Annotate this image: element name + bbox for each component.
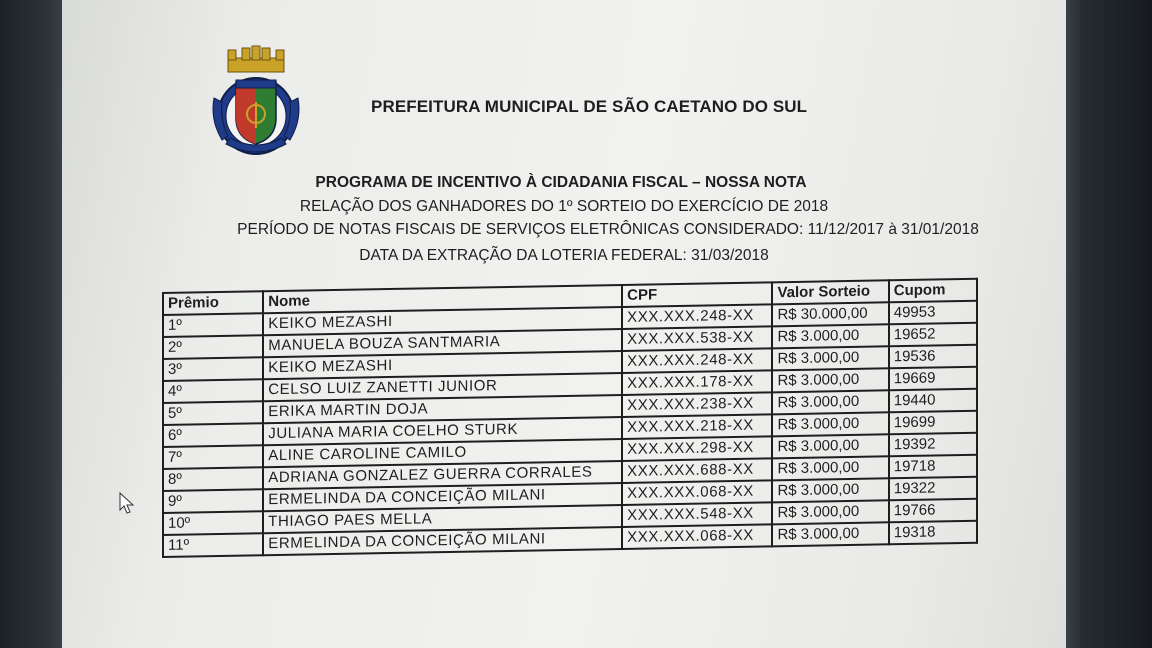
mouse-pointer-icon xyxy=(119,492,135,514)
cell-valor: R$ 3.000,00 xyxy=(772,346,888,370)
cell-valor: R$ 3.000,00 xyxy=(772,368,888,392)
cell-nome: ERIKA MARTIN DOJA xyxy=(263,395,622,423)
cell-cpf: XXX.XXX.548-XX xyxy=(622,502,772,527)
winners-table xyxy=(162,278,978,558)
header-cupom: Cupom xyxy=(889,279,977,303)
cell-nome: KEIKO MEZASHI xyxy=(263,351,622,379)
cell-premio: 2º xyxy=(163,335,263,359)
cell-premio: 7º xyxy=(163,445,263,469)
cell-valor: R$ 3.000,00 xyxy=(772,500,888,524)
cell-cupom: 19652 xyxy=(889,323,977,347)
cell-premio: 9º xyxy=(163,489,263,513)
cell-nome: MANUELA BOUZA SANTMARIA xyxy=(263,329,622,357)
cell-valor: R$ 3.000,00 xyxy=(772,412,888,436)
cell-cupom: 19392 xyxy=(889,433,977,457)
cell-cupom: 19440 xyxy=(889,389,977,413)
cell-cupom: 19536 xyxy=(889,345,977,369)
cell-valor: R$ 30.000,00 xyxy=(772,302,888,326)
cell-cpf: XXX.XXX.218-XX xyxy=(622,414,772,439)
cell-valor: R$ 3.000,00 xyxy=(772,456,888,480)
cell-nome: ERMELINDA DA CONCEIÇÃO MILANI xyxy=(263,527,622,555)
program-title: PROGRAMA DE INCENTIVO À CIDADANIA FISCAL – NOSSA NOTA xyxy=(315,174,807,191)
cell-nome: ALINE CAROLINE CAMILO xyxy=(263,439,622,467)
cell-premio: 6º xyxy=(163,423,263,447)
winners-table-wrapper xyxy=(162,278,982,594)
header-premio: Prêmio xyxy=(163,291,263,315)
cell-cupom: 19318 xyxy=(889,521,977,545)
page-title: PREFEITURA MUNICIPAL DE SÃO CAETANO DO SUL xyxy=(371,97,808,116)
screen xyxy=(62,0,1066,648)
cell-cpf: XXX.XXX.248-XX xyxy=(622,348,772,373)
cell-premio: 8º xyxy=(163,467,263,491)
cell-valor: R$ 3.000,00 xyxy=(772,522,888,546)
cell-nome: ADRIANA GONZALEZ GUERRA CORRALES xyxy=(263,461,622,489)
cell-cpf: XXX.XXX.688-XX xyxy=(622,458,772,483)
document-page xyxy=(62,0,1066,648)
header-cpf: CPF xyxy=(622,282,772,307)
cell-cpf: XXX.XXX.178-XX xyxy=(622,370,772,395)
cell-valor: R$ 3.000,00 xyxy=(772,390,888,414)
period-line: PERÍODO DE NOTAS FISCAIS DE SERVIÇOS ELETRÔNICAS CONSIDERADO: 11/12/2017 à 31/01/2018 xyxy=(237,221,979,238)
crown-icon xyxy=(228,46,284,72)
cell-premio: 1º xyxy=(163,313,263,337)
draw-subtitle: RELAÇÃO DOS GANHADORES DO 1º SORTEIO DO EXERCÍCIO DE 2018 xyxy=(299,198,829,215)
municipal-crest-icon xyxy=(206,44,306,156)
cell-cupom: 19766 xyxy=(889,499,977,523)
cell-cupom: 19718 xyxy=(889,455,977,479)
cell-valor: R$ 3.000,00 xyxy=(772,478,888,502)
header-nome: Nome xyxy=(263,285,622,313)
cell-valor: R$ 3.000,00 xyxy=(772,434,888,458)
cell-cpf: XXX.XXX.238-XX xyxy=(622,392,772,417)
cell-nome: THIAGO PAES MELLA xyxy=(263,505,622,533)
cell-cupom: 19669 xyxy=(889,367,977,391)
cell-cupom: 49953 xyxy=(889,301,977,325)
cell-premio: 11º xyxy=(163,533,263,557)
cell-cupom: 19322 xyxy=(889,477,977,501)
cell-premio: 4º xyxy=(163,379,263,403)
monitor-bezel-left xyxy=(0,0,62,648)
cell-nome: ERMELINDA DA CONCEIÇÃO MILANI xyxy=(263,483,622,511)
cell-premio: 5º xyxy=(163,401,263,425)
cell-cpf: XXX.XXX.068-XX xyxy=(622,524,772,549)
monitor-bezel-right xyxy=(1066,0,1152,648)
cell-nome: CELSO LUIZ ZANETTI JUNIOR xyxy=(263,373,622,401)
header-valor-sorteio: Valor Sorteio xyxy=(772,280,888,304)
cell-cupom: 19699 xyxy=(889,411,977,435)
cell-cpf: XXX.XXX.298-XX xyxy=(622,436,772,461)
cell-nome: KEIKO MEZASHI xyxy=(263,307,622,335)
cell-nome: JULIANA MARIA COELHO STURK xyxy=(263,417,622,445)
cell-cpf: XXX.XXX.538-XX xyxy=(622,326,772,351)
cell-premio: 10º xyxy=(163,511,263,535)
cell-valor: R$ 3.000,00 xyxy=(772,324,888,348)
lottery-date-line: DATA DA EXTRAÇÃO DA LOTERIA FEDERAL: 31/03/2018 xyxy=(359,247,769,264)
cell-cpf: XXX.XXX.068-XX xyxy=(622,480,772,505)
table-body xyxy=(163,301,977,557)
cell-cpf: XXX.XXX.248-XX xyxy=(622,304,772,329)
cell-premio: 3º xyxy=(163,357,263,381)
